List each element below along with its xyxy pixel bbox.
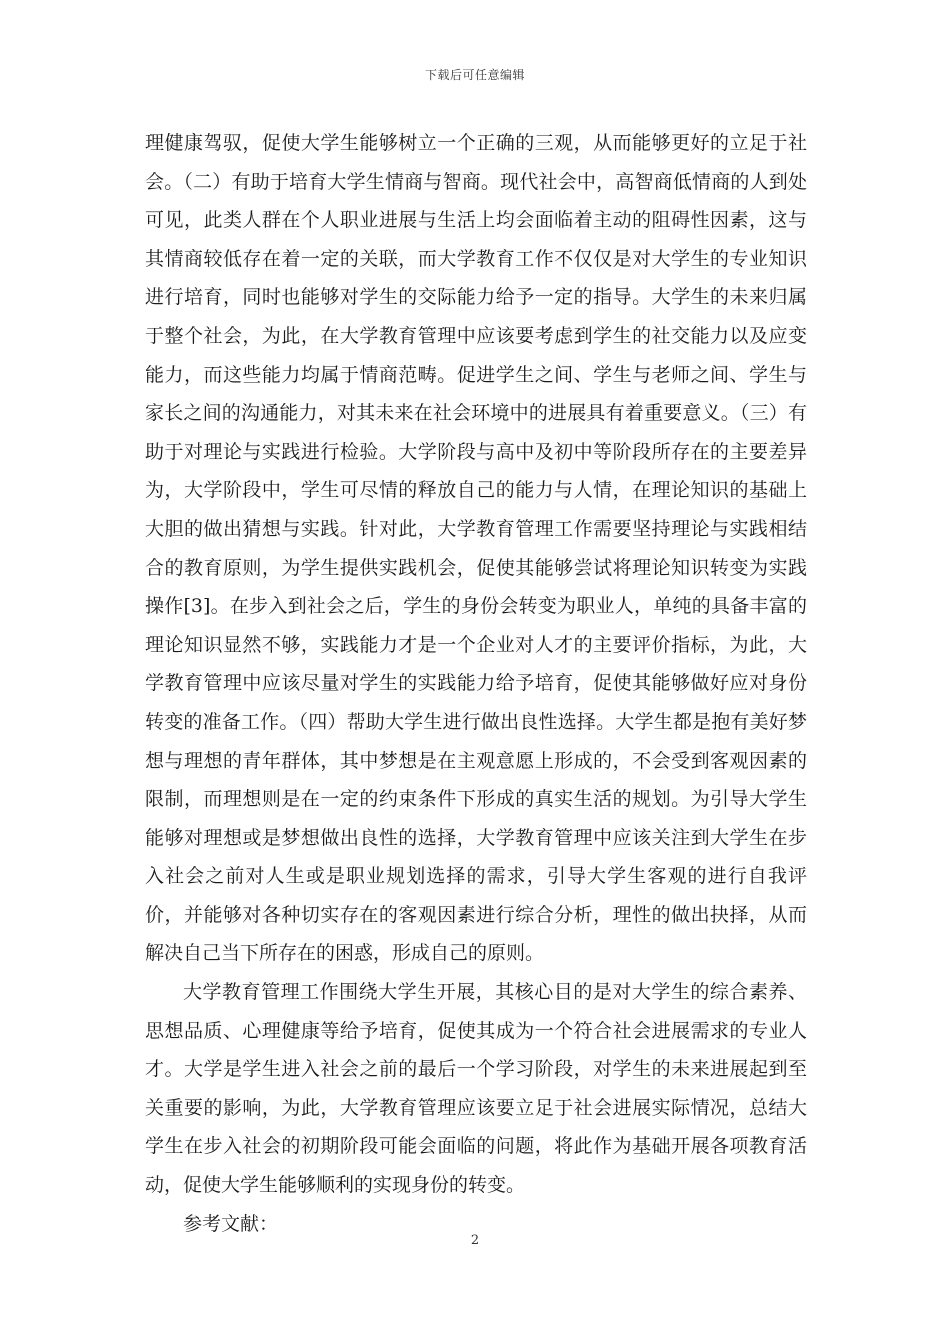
page-number: 2 bbox=[470, 1233, 480, 1248]
body-text bbox=[145, 124, 807, 1243]
paragraph-continuation: 理健康驾驭，促使大学生能够树立一个正确的三观，从而能够更好的立足于社会。（二）有助于培育大学生情商与智商。现代社会中，高智商低情商的人到处可见，此类人群在个人职业进展与生活上均会面临着主动的阻碍性因素，这与其情商较低存在着一定的关联，而大学教育工作不仅仅是对大学生的专业知识进行培育，同时也能够对学生的交际能力给予一定的指导。大学生的未来归属于整个社会，为此，在大学教育管理中应该要考虑到学生的社交能力以及应变能力，而这些能力均属于情商范畴。促进学生之间、学生与老师之间、学生与家长之间的沟通能力，对其未来在社会环境中的进展具有着重要意义。（三）有助于对理论与实践进行检验。大学阶段与高中及初中等阶段所存在的主要差异为，大学阶段中，学生可尽情的释放自己的能力与人情，在理论知识的基础上大胆的做出猜想与实践。针对此，大学教育管理工作需要坚持理论与实践相结合的教育原则，为学生提供实践机会，促使其能够尝试将理论知识转变为实践操作[3]。在步入到社会之后，学生的身份会转变为职业人，单纯的具备丰富的理论知识显然不够，实践能力才是一个企业对人才的主要评价指标，为此，大学教育管理中应该尽量对学生的实践能力给予培育，促使其能够做好应对身份转变的准备工作。（四）帮助大学生进行做出良性选择。大学生都是抱有美好梦想与理想的青年群体，其中梦想是在主观意愿上形成的，不会受到客观因素的限制，而理想则是在一定的约束条件下形成的真实生活的规划。为引导大学生能够对理想或是梦想做出良性的选择，大学教育管理中应该关注到大学生在步入社会之前对人生或是职业规划选择的需求，引导大学生客观的进行自我评价，并能够对各种切实存在的客观因素进行综合分析，理性的做出抉择，从而解决自己当下所存在的困惑，形成自己的原则。 bbox=[145, 132, 807, 965]
references-heading: 参考文献： bbox=[183, 1212, 279, 1235]
page-header: 下载后可任意编辑 bbox=[424, 68, 525, 82]
paragraph-conclusion: 大学教育管理工作围绕大学生开展，其核心目的是对大学生的综合素养、思想品质、心理健康等给予培育，促使其成为一个符合社会进展需求的专业人才。大学是学生进入社会之前的最后一个学习阶段，对学生的未来进展起到至关重要的影响，为此，大学教育管理应该要立足于社会进展实际情况，总结大学生在步入社会的初期阶段可能会面临的问题，将此作为基础开展各项教育活动，促使大学生能够顺利的实现身份的转变。 bbox=[145, 981, 807, 1197]
